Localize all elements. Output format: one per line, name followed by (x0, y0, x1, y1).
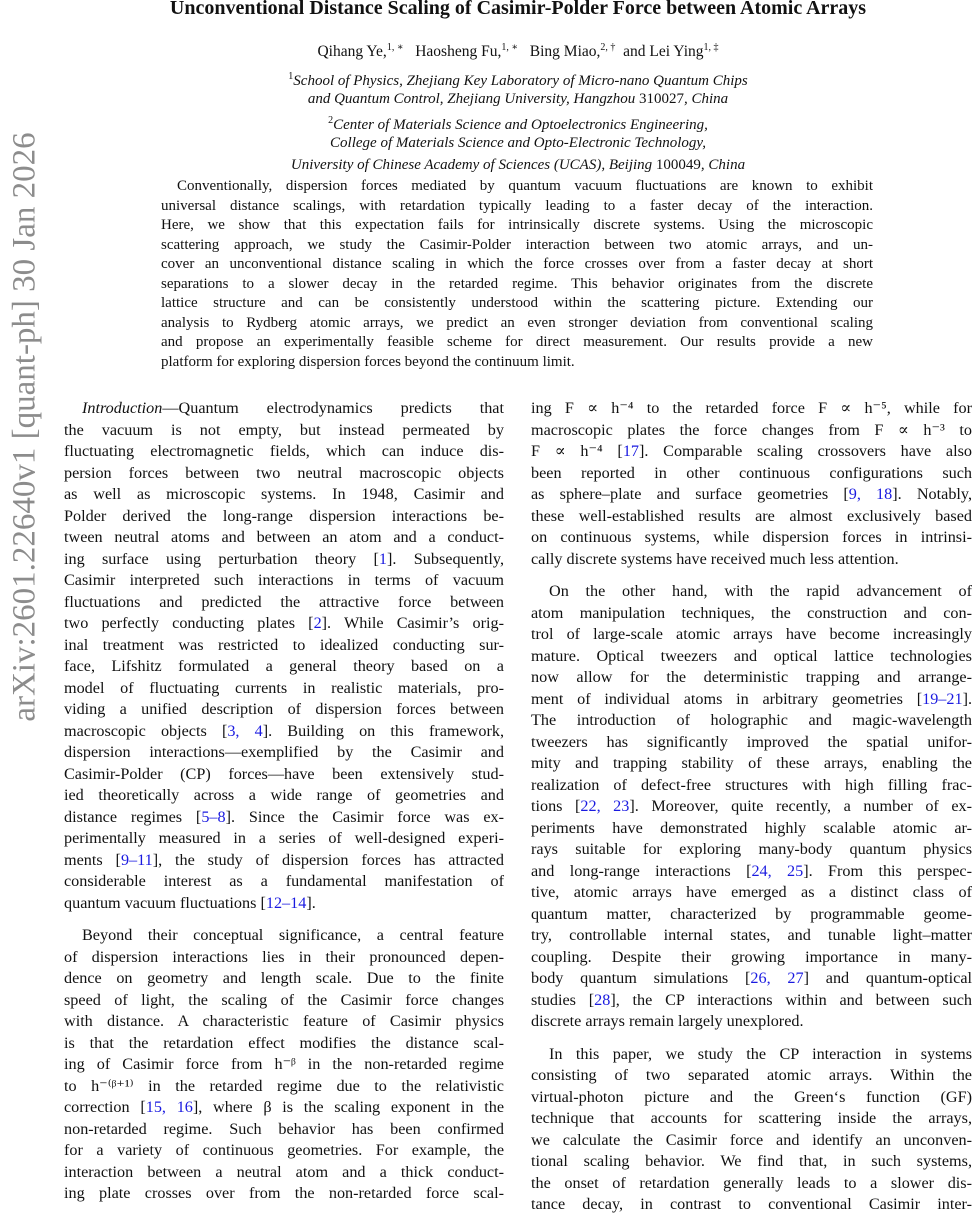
text-line: as sphere–plate and surface geometries [9, 18]. Notably, (531, 485, 972, 503)
citation-link[interactable]: 17 (622, 442, 639, 460)
author-marks: 2, † (600, 42, 616, 53)
text-line: tweezers has significantly improved the spatial unifor- (531, 732, 972, 751)
text-line: is that the retardation effect modifies the distance scal- (64, 1033, 504, 1052)
text-line: studies [28], the CP interactions within and between such (531, 990, 972, 1009)
text-line: discrete arrays remain largely unexplored. (531, 1012, 804, 1030)
text-line: The introduction of holographic and magic-wavelength (531, 711, 972, 729)
text-line: fluctuating electromagnetic fields, which can induce dis- (64, 442, 504, 460)
text-line: been reported in other continuous configurations such (531, 463, 972, 482)
paper-title: Unconventional Distance Scaling of Casimir-Polder Force between Atomic Arrays (169, 0, 867, 19)
text-line: ment of individual atoms in arbitrary geometries [19–21]. (531, 689, 972, 708)
text-line: these well-established results are almost exclusively based (531, 506, 972, 525)
author-name: Qihang Ye, (317, 43, 387, 61)
paragraph-atomic-arrays (531, 581, 972, 1033)
author-marks: 1, ‡ (703, 42, 719, 53)
abstract-line: universal distance scalings, with retardation typically leading to a faster decay of the interaction. (161, 197, 873, 214)
text-line: Polder derived the long-range dispersion interactions be- (64, 506, 504, 525)
author-name: Bing Miao, (529, 43, 601, 61)
affiliation-line (64, 132, 972, 154)
text-line: distance regimes [5–8]. Since the Casimir force was ex- (64, 807, 505, 826)
text-line: inal treatment was restricted to idealized conducting sur- (64, 635, 504, 654)
affiliation-text: , China (700, 157, 746, 173)
citation-link[interactable]: 22, 23 (580, 797, 630, 815)
text-line: try, controllable internal states, and tunable light–matter (531, 926, 972, 944)
author-marks: 1, ∗ (501, 42, 519, 53)
text-line: ing surface using perturbation theory [1]. Subsequently, (64, 549, 504, 568)
abstract-line: Conventionally, dispersion forces mediated by quantum vacuum fluctuations are known to exhibit (177, 178, 873, 194)
text-line: interaction between a neutral atom and a thick conduct- (64, 1162, 504, 1181)
text-line: the onset of retardation generally leads to a slower dis- (531, 1173, 972, 1192)
text-line: Casimir interpreted such interactions in terms of vacuum (64, 571, 504, 589)
text-line: ing of Casimir force from h⁻ᵝ in the non-retarded regime (64, 1055, 504, 1073)
text-line: body quantum simulations [26, 27] and quantum-optical (531, 969, 972, 987)
text-line: fluctuations and predicted the attractive force between (64, 592, 504, 611)
text-line: on continuous systems, while dispersion forces in intrinsi- (531, 528, 972, 546)
paragraph-introduction (64, 398, 504, 914)
text-line: now allow for the deterministic trapping and arrange- (531, 668, 972, 686)
citation-link[interactable]: 9, 18 (848, 485, 893, 503)
text-line: In this paper, we study the CP interaction in systems (549, 1044, 972, 1063)
citation-link[interactable]: 26, 27 (750, 969, 804, 987)
affiliation-line (64, 154, 972, 176)
arxiv-identifier: arXiv:2601.22640v1 [quant-ph] 30 Jan 2026 (6, 132, 43, 722)
text-line: Introduction—Quantum electrodynamics predicts that (82, 399, 504, 417)
affiliation-text: College of Materials Science and Opto-Electronic Technology, (330, 135, 706, 151)
text-line: viding a unified description of dispersion forces between (64, 700, 504, 718)
affiliation-line (64, 88, 972, 110)
text-line: mity and trapping stability of these arrays, enabling the (531, 754, 972, 772)
text-line: virtual-photon picture and the Green‘s function (GF) (531, 1087, 972, 1106)
text-line: ied theoretically across a wide range of geometries and (64, 786, 504, 804)
affiliation-text: and Quantum Control, Zhejiang University, Hangzhou (307, 91, 639, 107)
citation-link[interactable]: 1 (378, 549, 388, 568)
citation-link[interactable]: 24, 25 (751, 861, 804, 880)
abstract-line: Here, we show that this expectation fails for intrinsically discrete systems. Using the microscopic (161, 217, 873, 233)
affiliation-mark: 1 (288, 71, 294, 82)
left-column (64, 398, 504, 1205)
citation-link[interactable]: 15, 16 (145, 1098, 193, 1116)
postal-code: 310027 (638, 91, 684, 107)
abstract-line: analysis to Rydberg atomic arrays, we predict an even stronger deviation from conventional scaling (161, 314, 873, 331)
text-line: F ∝ h⁻⁴ [17]. Comparable scaling crossovers have also (531, 442, 972, 460)
text-line: quantum matter, characterized by programmable geome- (531, 904, 972, 923)
text-line: ments [9–11], the study of dispersion forces has attracted (64, 850, 504, 869)
text-line: tive, atomic arrays have emerged as a distinct class of (531, 883, 972, 901)
author-marks: 1, ∗ (386, 42, 404, 53)
text-line: cally discrete systems have received much less attention. (531, 549, 899, 568)
citation-link[interactable]: 3, 4 (227, 721, 263, 740)
affiliation-text: School of Physics, Zhejiang Key Laboratory of Micro-nano Quantum Chips (293, 73, 748, 89)
text-line: trol of large-scale atomic arrays have become increasingly (531, 625, 972, 643)
citation-link[interactable]: 12–14 (265, 893, 307, 912)
abstract-line: lattice structure and can be consistently understood within the scattering picture. Extending our (161, 295, 873, 311)
text-line: speed of light, the scaling of the Casimir force changes (64, 990, 504, 1009)
text-line: two perfectly conducting plates [2]. While Casimir’s orig- (64, 614, 504, 632)
citation-link[interactable]: 9–11 (120, 850, 153, 869)
author-name: Haosheng Fu, (415, 43, 502, 61)
text-line: On the other hand, with the rapid advancement of (549, 582, 972, 600)
text-line: perimentally measured in a series of well-designed experi- (64, 829, 504, 847)
text-line: dispersion interactions—exemplified by the Casimir and (64, 743, 504, 761)
text-line: dence on geometry and length scale. Due to the finite (64, 969, 504, 987)
abstract-line: platform for exploring dispersion forces beyond the continuum limit. (161, 353, 575, 370)
text-line: to h⁻⁽ᵝ⁺¹⁾ in the retarded regime due to the relativistic (64, 1076, 504, 1095)
text-line: atom manipulation techniques, the construction and con- (531, 603, 972, 622)
author-name: and Lei Ying (623, 43, 704, 61)
affiliation-mark: 2 (328, 115, 334, 126)
affiliation-text: University of Chinese Academy of Sciences (UCAS), Beijing (290, 157, 656, 173)
text-line: correction [15, 16], where β is the scaling exponent in the (64, 1098, 504, 1116)
text-line: face, Lifshitz formulated a general theory based on a (64, 657, 504, 675)
text-line: for a variety of continuous geometries. For example, the (64, 1141, 504, 1159)
section-lead: Introduction (82, 399, 163, 417)
abstract (161, 177, 873, 372)
postal-code: 100049 (655, 157, 701, 173)
abstract-line: separations to a slower decay in the retarded regime. This behavior originates from the discrete (161, 275, 873, 292)
text-line: as well as microscopic systems. In 1948, Casimir and (64, 485, 504, 503)
abstract-line: and propose an experimentally feasible scheme for direct measurement. Our results provide a new (161, 334, 873, 350)
text-line: the vacuum is not empty, but instead permeated by (64, 420, 504, 439)
text-line: periments have demonstrated highly scalable atomic ar- (531, 818, 972, 837)
text-line: model of fluctuating currents in realistic materials, pro- (64, 678, 504, 697)
text-line: consisting of two separated atomic arrays. Within the (531, 1066, 972, 1084)
text-line: macroscopic plates the force changes from F ∝ h⁻³ to (531, 420, 972, 439)
text-line: ing F ∝ h⁻⁴ to the retarded force F ∝ h⁻⁵, while for (531, 399, 972, 417)
paragraph-scaling (64, 925, 504, 1205)
text-line: of dispersion interactions lies in their pronounced depen- (64, 947, 504, 966)
text-line: Casimir-Polder (CP) forces—have been extensively stud- (64, 764, 504, 783)
text-line: with distance. A characteristic feature of Casimir physics (64, 1012, 504, 1030)
citation-link[interactable]: 19–21 (922, 689, 963, 708)
citation-link[interactable]: 28 (594, 990, 611, 1009)
citation-link[interactable]: 5–8 (201, 807, 226, 826)
text-line: tance decay, in contrast to conventional Casimir inter- (531, 1195, 972, 1213)
right-column (531, 398, 972, 1216)
paragraph-this-paper (531, 1044, 972, 1216)
text-line: technique that accounts for scattering inside the arrays, (531, 1109, 972, 1127)
arxiv-sidebar (0, 0, 50, 1200)
author-list (64, 42, 972, 61)
affiliation-text: , China (683, 91, 729, 107)
text-line: realization of defect-free structures with high filling frac- (531, 775, 972, 794)
text-line: tween neutral atoms and between an atom and a conduct- (64, 528, 504, 546)
text-line: non-retarded regime. Such behavior has been confirmed (64, 1119, 504, 1138)
text-line: Beyond their conceptual significance, a central feature (82, 926, 504, 944)
text-line: tional scaling behavior. We find that, in such systems, (531, 1152, 972, 1170)
abstract-line: scattering approach, we study the Casimir-Polder interaction between two atomic arrays, and un- (161, 236, 873, 253)
text-line: macroscopic objects [3, 4]. Building on this framework, (64, 721, 504, 740)
text-line: considerable interest as a fundamental manifestation of (64, 872, 504, 890)
text-line: tions [22, 23]. Moreover, quite recently, a number of ex- (531, 797, 972, 815)
text-line: mature. Optical tweezers and optical lattice technologies (531, 646, 972, 665)
text-line: persion forces between two neutral macroscopic objects (64, 463, 504, 482)
text-line: and long-range interactions [24, 25]. From this perspec- (531, 861, 972, 880)
citation-link[interactable]: 2 (313, 614, 322, 632)
text-line: quantum vacuum fluctuations [12–14]. (64, 893, 316, 912)
affiliation-text: Center of Materials Science and Optoelectronics Engineering, (333, 117, 708, 133)
text-line: we calculate the Casimir force and identify an unconven- (531, 1130, 972, 1149)
abstract-line: cover an unconventional distance scaling in which the force crosses over from a faster decay at short (161, 256, 873, 272)
text-line: rays suitable for exploring many-body quantum physics (531, 840, 972, 858)
paragraph-continuous (531, 398, 972, 570)
text-line: ing plate crosses over from the non-retarded force scal- (64, 1184, 504, 1202)
text-line: coupling. Despite their growing importance in many- (531, 947, 972, 966)
